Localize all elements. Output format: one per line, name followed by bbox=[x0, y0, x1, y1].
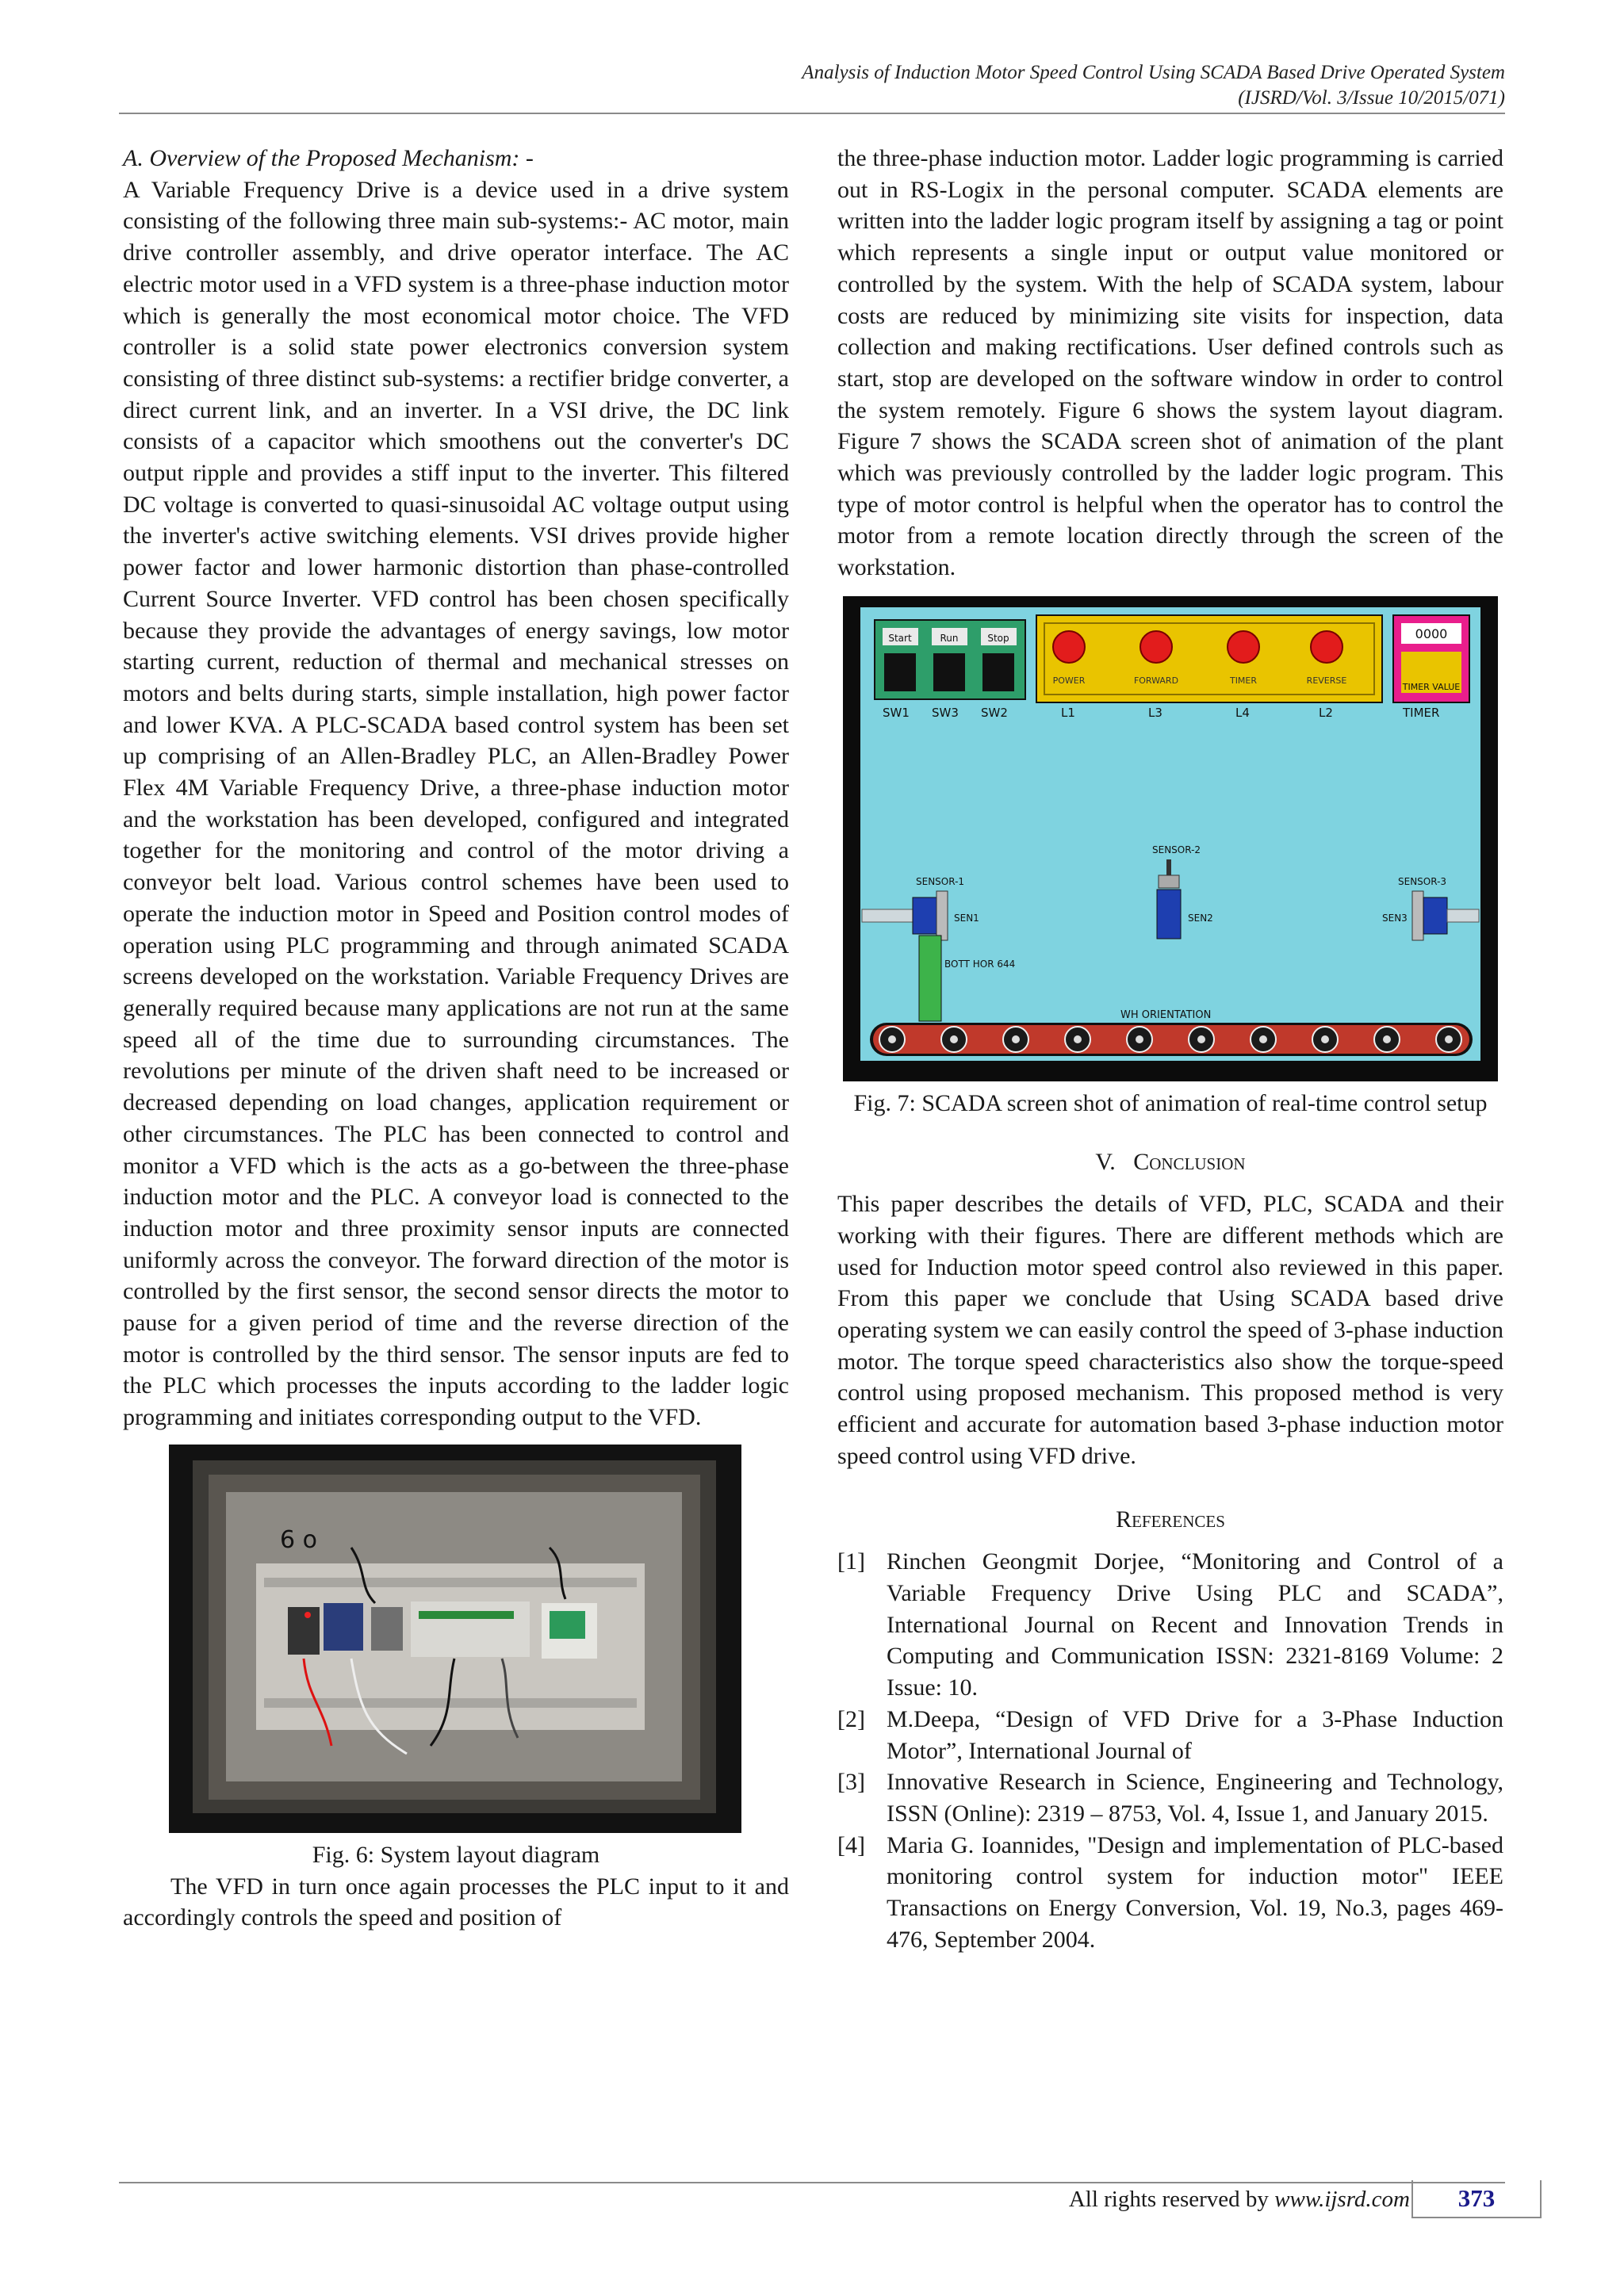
run-button[interactable] bbox=[932, 628, 967, 691]
reference-item bbox=[837, 1766, 1503, 1829]
roller-hub bbox=[1074, 1035, 1082, 1043]
svg-text:6 o: 6 o bbox=[280, 1525, 317, 1554]
roller-hub bbox=[1259, 1035, 1267, 1043]
figure-7-caption: Fig. 7: SCADA screen shot of animation of real-time control setup bbox=[853, 1089, 1488, 1116]
lamp-label: POWER bbox=[1052, 675, 1086, 686]
roller-hub bbox=[1197, 1035, 1205, 1043]
figure-6-caption: Fig. 6: System layout diagram bbox=[312, 1841, 600, 1868]
reference-number: [3] bbox=[837, 1769, 865, 1796]
switch-label: SW2 bbox=[981, 705, 1008, 720]
system-layout-photo bbox=[169, 1445, 741, 1833]
reference-item bbox=[837, 1830, 1503, 1956]
body-paragraph: The VFD in turn once again processes the PLC input to it and accordingly controls the speed and position of bbox=[123, 1873, 789, 1931]
lamp-id: L2 bbox=[1319, 705, 1333, 720]
roller-hub bbox=[1321, 1035, 1329, 1043]
lamp-power bbox=[1053, 631, 1086, 686]
lamp-timer bbox=[1228, 631, 1259, 686]
roller-hub bbox=[1445, 1035, 1453, 1043]
reference-number: [4] bbox=[837, 1831, 865, 1858]
figure-7-scada-screenshot bbox=[843, 596, 1498, 1081]
lamp-id: L4 bbox=[1235, 705, 1250, 720]
sen-label: SEN2 bbox=[1188, 912, 1213, 924]
footer-text: All rights reserved by bbox=[1068, 2187, 1275, 2212]
section-title: Conclusion bbox=[1133, 1148, 1246, 1175]
conclusion-paragraph: This paper describes the details of VFD, PLC, SCADA and their working with their figures. There are different methods which are used for Induction motor speed control also reviewed in this paper. From this paper we conclude that Using SCADA based drive operating system we can easily control the speed of 3-phase induction motor. The torque speed characteristics also show the torque-speed control using proposed mechanism. This proposed method is very efficient and accurate for automation based 3-phase induction motor speed control using VFD drive. bbox=[837, 1191, 1503, 1469]
header-rule bbox=[119, 113, 1505, 114]
sensor-label: SENSOR-3 bbox=[1398, 875, 1447, 887]
lamp-id: L1 bbox=[1061, 705, 1075, 720]
timer-value-label: TIMER VALUE bbox=[1402, 681, 1461, 692]
section-title: References bbox=[1116, 1506, 1225, 1533]
subsection-heading: A. Overview of the Proposed Mechanism: - bbox=[123, 145, 534, 171]
header-title: Analysis of Induction Motor Speed Control Using SCADA Based Drive Operated System bbox=[802, 62, 1505, 83]
start-button-label: Start bbox=[888, 632, 912, 644]
section-heading-conclusion bbox=[837, 1146, 1503, 1178]
lamp-label: REVERSE bbox=[1306, 675, 1347, 686]
stop-button[interactable] bbox=[981, 628, 1017, 691]
sen-label: SEN3 bbox=[1382, 912, 1408, 924]
scada-screen bbox=[843, 596, 1498, 1081]
lamp-id: L3 bbox=[1148, 705, 1162, 720]
reference-text: Maria G. Ioannides, "Design and implementation of PLC-based monitoring control system for induction motor" IEEE Transactions on Energy Conversion, Vol. 19, No.3, pages 469-476, September 2004. bbox=[887, 1831, 1503, 1953]
figure-6-photo bbox=[169, 1445, 741, 1833]
reference-text: Innovative Research in Science, Engineering and Technology, ISSN (Online): 2319 – 8753, Vol. 4, Issue 1, and January 2015. bbox=[887, 1769, 1503, 1827]
body-paragraph: A Variable Frequency Drive is a device used in a drive system consisting of the following three main sub-systems:- AC motor, main drive controller assembly, and drive operator interface. The AC electric motor used in a VFD system is a three-phase induction motor which is generally the most economical motor choice. The VFD controller is a solid state power electronics conversion system consisting of three distinct sub-systems: a rectifier bridge converter, a direct current link, and an inverter. In a VSI drive, the DC link consists of a capacitor which smoothens out the converter's DC output ripple and provides a stiff input to the inverter. This filtered DC voltage is converted to quasi-sinusoidal AC voltage output using the inverter's active switching elements. VSI drives provide higher power factor and lower harmonic distortion than phase-controlled Current Source Inverter. VFD control has been chosen specifically because they provide the advantages of energy savings, low motor starting current, reduction of thermal and mechanical stresses on motors and belts during starts, simple installation, high power factor and lower KVA. A PLC-SCADA based control system has been set up comprising of an Allen-Bradley PLC, an Allen-Bradley Power Flex 4M Variable Frequency Drive, a three-phase induction motor and the workstation has been developed, configured and integrated together for the monitoring and control of the motor driving a conveyor belt load. Various control schemes have been used to operate the induction motor in Speed and Position control modes of operation using PLC programming and through animated SCADA screens developed on the workstation. Variable Frequency Drives are generally required because many applications are not run at the same speed all of the time due to surrounding circumstances. The revolutions per minute of the driven shaft need to be increased or decreased depending on load changes, application requirement or other circumstances. The PLC has been connected to control and monitor a VFD which is the acts as a go-between the three-phase induction motor and the PLC. A conveyor load is connected to the induction motor and three proximity sensor inputs are connected uniformly across the conveyor. The forward direction of the motor is controlled by the first sensor, the second sensor directs the motor to pause for a given period of time and the reverse direction of the motor is controlled by the third sensor. The sensor inputs are fed to the PLC which processes the inputs according to the ladder logic programming and initiates corresponding output to the VFD. bbox=[123, 176, 789, 1431]
switch-label: SW1 bbox=[883, 705, 910, 720]
reference-text: M.Deepa, “Design of VFD Drive for a 3-Phase Induction Motor”, International Journal of bbox=[887, 1705, 1503, 1764]
sen-label: SEN1 bbox=[954, 912, 979, 924]
footer-copyright bbox=[1069, 2183, 1410, 2215]
reference-item bbox=[837, 1704, 1503, 1766]
start-button[interactable] bbox=[883, 628, 918, 691]
section-number: V. bbox=[1095, 1148, 1116, 1175]
right-column bbox=[837, 143, 1503, 1955]
bottle-label: BOTT HOR 644 bbox=[944, 958, 1016, 970]
stop-button-label: Stop bbox=[987, 632, 1009, 644]
timer-display: 0000 bbox=[1415, 626, 1448, 641]
footer-site: www.ijsrd.com bbox=[1274, 2187, 1410, 2212]
reference-list bbox=[837, 1546, 1503, 1955]
timer-label: TIMER bbox=[1403, 705, 1440, 720]
lamp-label: FORWARD bbox=[1133, 675, 1179, 686]
roller-hub bbox=[1136, 1035, 1143, 1043]
sensor-label: SENSOR-1 bbox=[916, 875, 965, 887]
body-paragraph: the three-phase induction motor. Ladder logic programming is carried out in RS-Logix in the personal computer. SCADA elements are written into the ladder logic program itself by assigning a tag or point which represents a single input or output value monitored or controlled by the system. With the help of SCADA system, labour costs are reduced by minimizing site visits for inspection, data collection and making rectifications. User defined controls such as start, stop are developed on the software window in order to control the system remotely. Figure 6 shows the system layout diagram. Figure 7 shows the SCADA screen shot of animation of the plant which was previously controlled by the ladder logic program. This type of motor control is helpful when the operator has to control the motor from a remote location directly through the screen of the workstation. bbox=[837, 145, 1503, 581]
lamp-label: TIMER bbox=[1229, 675, 1258, 686]
switch-label: SW3 bbox=[932, 705, 959, 720]
reference-text: Rinchen Geongmit Dorjee, “Monitoring and Control of a Variable Frequency Drive Using PLC and SCADA”, International Journal on Recent and Innovation Trends in Computing and Communication ISSN: 2321-8169 Volume: 2 Issue: 10. bbox=[887, 1548, 1503, 1701]
run-button-label: Run bbox=[940, 632, 959, 644]
conveyor-label: WH ORIENTATION bbox=[1120, 1008, 1212, 1021]
left-column bbox=[123, 143, 789, 1934]
sensor-label: SENSOR-2 bbox=[1152, 844, 1201, 855]
reference-item bbox=[837, 1546, 1503, 1704]
roller-hub bbox=[888, 1035, 896, 1043]
roller-hub bbox=[950, 1035, 958, 1043]
roller-hub bbox=[1012, 1035, 1020, 1043]
roller-hub bbox=[1383, 1035, 1391, 1043]
header-citation: (IJSRD/Vol. 3/Issue 10/2015/071) bbox=[1238, 87, 1505, 109]
section-heading-references bbox=[837, 1504, 1503, 1536]
running-header bbox=[802, 60, 1505, 111]
page-number: 373 bbox=[1411, 2180, 1542, 2218]
reference-number: [1] bbox=[837, 1548, 865, 1575]
reference-number: [2] bbox=[837, 1705, 865, 1732]
